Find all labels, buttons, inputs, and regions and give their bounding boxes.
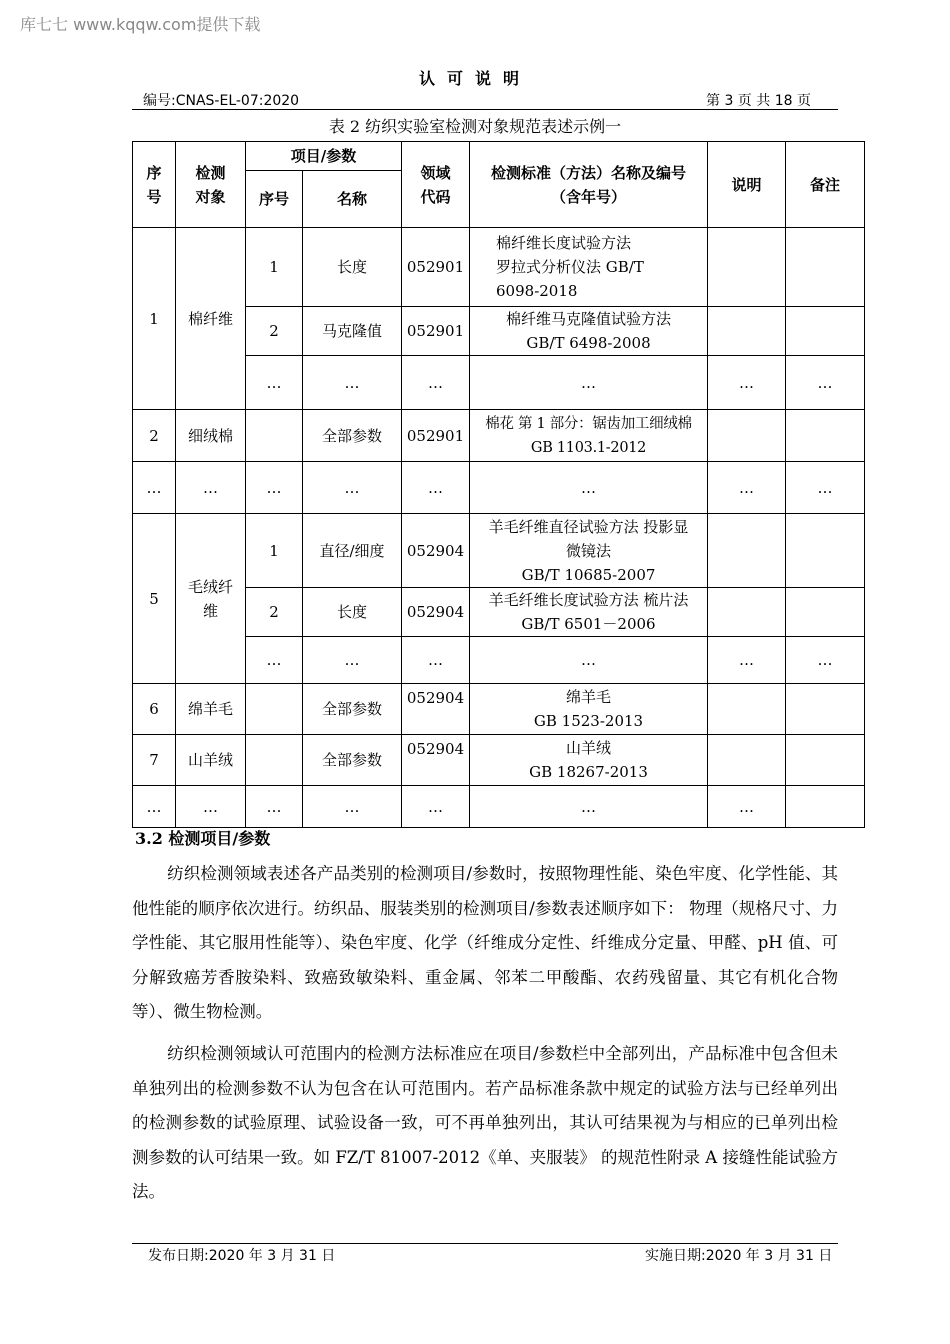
cell-standard: 棉纤维马克隆值试验方法 GB/T 6498-2008 (470, 307, 708, 356)
cell-standard: 羊毛纤维直径试验方法 投影显 微镜法 GB/T 10685-2007 (470, 514, 708, 588)
paragraph-1 (132, 857, 838, 1030)
cell-seq: … (133, 462, 176, 514)
page-info: 第 3 页 共 18 页 (706, 93, 811, 109)
cell-standard: … (470, 462, 708, 514)
cell-sub-seq: 1 (246, 514, 303, 588)
cell-note (708, 684, 786, 735)
header-item-param: 项目/参数 (246, 142, 402, 171)
cell-name: … (303, 462, 402, 514)
header-object: 检测对象 (176, 142, 246, 228)
cell-object: 棉纤维 (176, 228, 246, 410)
table-row (133, 735, 865, 786)
header-standard-line1: 检测标准（方法）名称及编号 (491, 163, 687, 182)
cell-standard: 山羊绒 GB 18267-2013 (470, 735, 708, 786)
document-number: 编号:CNAS-EL-07:2020 (143, 93, 300, 109)
cell-sub-seq: 1 (246, 228, 303, 307)
cell-remark (786, 307, 865, 356)
cell-code: … (402, 462, 470, 514)
cell-object: … (176, 462, 246, 514)
cell-sub-seq (246, 735, 303, 786)
cell-code: … (402, 786, 470, 828)
table-row (133, 514, 865, 588)
header-standard (470, 142, 708, 228)
cell-seq: 2 (133, 410, 176, 462)
effective-date: 实施日期:2020 年 3 月 31 日 (645, 1248, 833, 1264)
cell-code: 052901 (402, 228, 470, 307)
cell-sub-seq: 2 (246, 588, 303, 637)
cell-note: … (708, 356, 786, 410)
cell-sub-seq: … (246, 786, 303, 828)
cell-remark: … (786, 462, 865, 514)
cell-name: 马克隆值 (303, 307, 402, 356)
table-row (133, 228, 865, 307)
paragraph-1-text: 纺织检测领域表述各产品类别的检测项目/参数时，按照物理性能、染色牢度、化学性能、其他性能的顺序依次进行。纺织品、服装类别的检测项目/参数表述顺序如下： 物理（规格尺寸、力学性能、其它服用性能等）、染色牢度、化学（纤维成分定性、纤维成分定量、甲醛、pH 值、可分解致癌芳香胺染料、致癌致敏染料、重金属、邻苯二甲酸酯、农药残留量、其它有机化合物等）、微生物检测。 (132, 864, 838, 1021)
cell-sub-seq: … (246, 356, 303, 410)
cell-name: … (303, 637, 402, 684)
cell-standard: 绵羊毛 GB 1523-2013 (470, 684, 708, 735)
cell-note (708, 514, 786, 588)
header-sub-seq: 序号 (246, 171, 303, 228)
cell-seq: 5 (133, 514, 176, 684)
cell-object: … (176, 786, 246, 828)
cell-sub-seq: … (246, 462, 303, 514)
cell-name: 长度 (303, 228, 402, 307)
cell-name: 全部参数 (303, 410, 402, 462)
cell-standard: … (470, 786, 708, 828)
header-name: 名称 (303, 171, 402, 228)
cell-remark (786, 588, 865, 637)
cell-note (708, 228, 786, 307)
cell-note: … (708, 637, 786, 684)
watermark-text: 库七七 www.kqqw.com提供下载 (20, 15, 261, 34)
cell-note: … (708, 786, 786, 828)
cell-name: 全部参数 (303, 735, 402, 786)
cell-object: 山羊绒 (176, 735, 246, 786)
cell-note (708, 735, 786, 786)
cell-remark (786, 786, 865, 828)
table-row (133, 684, 865, 735)
cell-note: … (708, 462, 786, 514)
document-title: 认可说明 (418, 69, 531, 88)
header-remark: 备注 (786, 142, 865, 228)
cell-note (708, 588, 786, 637)
cell-standard: 羊毛纤维长度试验方法 梳片法 GB/T 6501－2006 (470, 588, 708, 637)
header-rule (132, 109, 838, 110)
cell-standard: … (470, 637, 708, 684)
table-caption: 表 2 纺织实验室检测对象规范表述示例一 (328, 117, 622, 136)
table-row (133, 786, 865, 828)
cell-remark (786, 735, 865, 786)
publish-date: 发布日期:2020 年 3 月 31 日 (148, 1248, 336, 1264)
cell-seq: 7 (133, 735, 176, 786)
cell-standard: 棉纤维长度试验方法 罗拉式分析仪法 GB/T 6098-2018 (470, 228, 708, 307)
cell-standard: … (470, 356, 708, 410)
cell-note (708, 307, 786, 356)
section-heading: 3.2 检测项目/参数 (135, 829, 271, 848)
paragraph-2-text: 纺织检测领域认可范围内的检测方法标准应在项目/参数栏中全部列出，产品标准中包含但未单独列出的检测参数不认为包含在认可范围内。若产品标准条款中规定的试验方法与已经单列出的检测参数的试验原理、试验设备一致，可不再单独列出，其认可结果视为与相应的已单列出检测参数的认可结果一致。如 FZ/T 81007-2012《单、夹服装》 的规范性附录 A 接缝性能试验方法。 (132, 1044, 838, 1201)
header-seq: 序号 (133, 142, 176, 228)
cell-name: 长度 (303, 588, 402, 637)
cell-remark (786, 514, 865, 588)
cell-remark (786, 228, 865, 307)
table-row (133, 410, 865, 462)
cell-object: 绵羊毛 (176, 684, 246, 735)
header-note: 说明 (708, 142, 786, 228)
cell-code: … (402, 637, 470, 684)
cell-code: 052904 (402, 735, 470, 786)
table-row (133, 462, 865, 514)
cell-code: 052904 (402, 684, 470, 735)
paragraph-2 (132, 1037, 838, 1210)
footer-rule (132, 1243, 838, 1244)
header-field-code: 领域代码 (402, 142, 470, 228)
header-standard-line2: （含年号） (551, 187, 627, 206)
cell-code: 052901 (402, 307, 470, 356)
cell-remark (786, 684, 865, 735)
cell-seq: … (133, 786, 176, 828)
cell-code: 052904 (402, 514, 470, 588)
cell-sub-seq: … (246, 637, 303, 684)
cell-code: 052904 (402, 588, 470, 637)
spec-table (132, 141, 865, 828)
cell-remark (786, 410, 865, 462)
cell-name: … (303, 356, 402, 410)
cell-seq: 6 (133, 684, 176, 735)
cell-object: 细绒棉 (176, 410, 246, 462)
cell-standard: 棉花 第 1 部分：锯齿加工细绒棉 GB 1103.1-2012 (470, 410, 708, 462)
cell-code: … (402, 356, 470, 410)
cell-remark: … (786, 637, 865, 684)
cell-name: 直径/细度 (303, 514, 402, 588)
cell-seq: 1 (133, 228, 176, 410)
cell-sub-seq: 2 (246, 307, 303, 356)
cell-object: 毛绒纤维 (176, 514, 246, 684)
cell-sub-seq (246, 684, 303, 735)
cell-name: … (303, 786, 402, 828)
cell-code: 052901 (402, 410, 470, 462)
cell-name: 全部参数 (303, 684, 402, 735)
cell-note (708, 410, 786, 462)
table-header-row (133, 142, 865, 171)
cell-sub-seq (246, 410, 303, 462)
cell-remark: … (786, 356, 865, 410)
